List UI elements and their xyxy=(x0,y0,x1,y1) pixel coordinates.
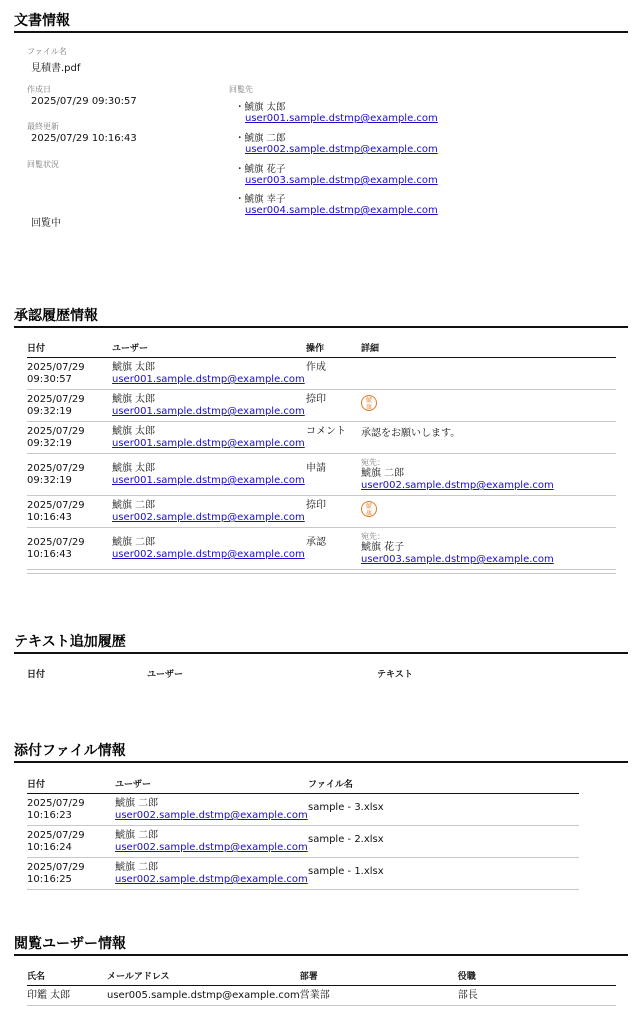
row-op: 作成 xyxy=(306,362,326,373)
row-time: 09:32:19 xyxy=(27,438,72,449)
col-header-detail: 詳細 xyxy=(361,344,380,354)
col-header-file: ファイル名 xyxy=(308,780,353,790)
table-row xyxy=(27,794,579,826)
col-header-user: ユーザー xyxy=(112,344,149,354)
attachment-file-name[interactable]: sample - 3.xlsx xyxy=(308,802,384,813)
row-user-email-link[interactable]: user002.sample.dstmp@example.com xyxy=(115,874,308,885)
row-date: 2025/07/29 xyxy=(27,798,85,809)
row-user-email-link[interactable]: user001.sample.dstmp@example.com xyxy=(112,406,305,417)
recipient-email-link[interactable]: user001.sample.dstmp@example.com xyxy=(245,113,438,124)
recipient-email-link[interactable]: user003.sample.dstmp@example.com xyxy=(245,175,438,186)
file-name-label: ファイル名 xyxy=(27,47,67,56)
recipient-email-link[interactable]: user002.sample.dstmp@example.com xyxy=(245,144,438,155)
table-row xyxy=(27,858,579,890)
seal-stamp-icon: 鯱 旗 xyxy=(361,501,377,517)
row-user-name: 鯱旗 太郎 xyxy=(112,394,156,405)
row-user-name: 鯱旗 二郎 xyxy=(115,798,159,809)
table-row xyxy=(27,528,616,570)
row-detail xyxy=(361,528,616,570)
row-date: 2025/07/29 xyxy=(27,537,85,548)
row-date: 2025/07/29 xyxy=(27,426,85,437)
row-user-email-link[interactable]: user002.sample.dstmp@example.com xyxy=(112,549,305,560)
status-value: 回覧中 xyxy=(31,218,61,229)
col-header-op: 操作 xyxy=(306,344,325,354)
destination-name: 鯱旗 花子 xyxy=(361,542,405,553)
row-detail xyxy=(361,358,616,390)
row-time: 10:16:24 xyxy=(27,842,72,853)
row-user-name: 鯱旗 太郎 xyxy=(112,463,156,474)
row-date: 2025/07/29 xyxy=(27,830,85,841)
col-header-user: ユーザー xyxy=(147,670,184,680)
row-user-name: 鯱旗 太郎 xyxy=(112,362,156,373)
updated-label: 最終更新 xyxy=(27,122,59,131)
col-header-date: 日付 xyxy=(27,780,46,790)
col-header-dept: 部署 xyxy=(299,972,318,982)
viewer-dept: 営業部 xyxy=(299,990,330,1001)
row-op: 捺印 xyxy=(306,394,326,405)
col-header-text: テキスト xyxy=(377,670,413,680)
row-user-email-link[interactable]: user001.sample.dstmp@example.com xyxy=(112,374,305,385)
recipients-label: 回覧先 xyxy=(229,85,253,94)
viewer-name: 印鑑 太郎 xyxy=(27,990,71,1001)
row-user-name: 鯱旗 二郎 xyxy=(115,862,159,873)
row-user-name: 鯱旗 太郎 xyxy=(112,426,156,437)
col-header-date: 日付 xyxy=(27,344,46,354)
table-row xyxy=(27,496,616,528)
destination-email-link[interactable]: user002.sample.dstmp@example.com xyxy=(361,480,554,491)
table-row xyxy=(27,390,616,422)
row-detail xyxy=(361,422,616,454)
attachment-file-name[interactable]: sample - 2.xlsx xyxy=(308,834,384,845)
row-time: 10:16:25 xyxy=(27,874,72,885)
row-user-email-link[interactable]: user002.sample.dstmp@example.com xyxy=(112,512,305,523)
row-date: 2025/07/29 xyxy=(27,394,85,405)
row-time: 10:16:43 xyxy=(27,549,72,560)
created-label: 作成日 xyxy=(27,85,51,94)
attachments-table xyxy=(27,777,579,890)
row-detail xyxy=(361,390,616,422)
table-row xyxy=(27,422,616,454)
recipient-name: ・ 鯱旗 太郎 xyxy=(235,102,286,113)
row-time: 10:16:23 xyxy=(27,810,72,821)
recipient-item xyxy=(235,102,438,124)
recipient-item xyxy=(235,194,438,216)
col-header-user: ユーザー xyxy=(115,780,152,790)
recipient-email-link[interactable]: user004.sample.dstmp@example.com xyxy=(245,205,438,216)
table-header-row xyxy=(27,667,616,683)
row-op: 捺印 xyxy=(306,500,326,511)
recipient-name: ・ 鯱旗 二郎 xyxy=(235,133,286,144)
row-time: 09:32:19 xyxy=(27,475,72,486)
row-user-email-link[interactable]: user001.sample.dstmp@example.com xyxy=(112,438,305,449)
table-header-row xyxy=(27,777,579,794)
row-user-name: 鯱旗 二郎 xyxy=(112,537,156,548)
text-history-table xyxy=(27,667,616,683)
created-value: 2025/07/29 09:30:57 xyxy=(31,96,137,107)
text-history-title: テキスト追加履歴 xyxy=(14,634,628,654)
row-user-email-link[interactable]: user002.sample.dstmp@example.com xyxy=(115,810,308,821)
col-header-email: メールアドレス xyxy=(107,972,170,982)
row-time: 10:16:43 xyxy=(27,512,72,523)
viewer-role: 部長 xyxy=(457,990,478,1001)
row-user-name: 鯱旗 二郎 xyxy=(115,830,159,841)
comment-text: 承認をお願いします。 xyxy=(361,428,461,439)
viewers-table xyxy=(27,969,616,1006)
row-date: 2025/07/29 xyxy=(27,463,85,474)
table-row xyxy=(27,358,616,390)
file-name-value: 見積書.pdf xyxy=(31,63,81,74)
doc-info-title: 文書情報 xyxy=(14,13,628,33)
row-op: 申請 xyxy=(306,463,326,474)
row-op: コメント xyxy=(306,426,346,437)
table-row xyxy=(27,454,616,496)
seal-stamp-icon: 鯱 旗 xyxy=(361,395,377,411)
col-header-name: 氏名 xyxy=(27,972,46,982)
row-user-name: 鯱旗 二郎 xyxy=(112,500,156,511)
approval-title: 承認履歴情報 xyxy=(14,308,628,328)
recipient-name: ・ 鯱旗 花子 xyxy=(235,164,286,175)
destination-name: 鯱旗 二郎 xyxy=(361,468,405,479)
recipient-name: ・ 鯱旗 幸子 xyxy=(235,194,286,205)
attachments-title: 添付ファイル情報 xyxy=(14,743,628,763)
row-time: 09:32:19 xyxy=(27,406,72,417)
row-op: 承認 xyxy=(306,537,326,548)
table-row xyxy=(27,826,579,858)
table-header-row xyxy=(27,341,616,358)
recipient-item xyxy=(235,164,438,186)
row-date: 2025/07/29 xyxy=(27,362,85,373)
row-detail xyxy=(361,454,616,496)
viewers-title: 閲覧ユーザー情報 xyxy=(14,936,628,956)
table-header-row xyxy=(27,969,616,986)
recipient-item xyxy=(235,133,438,155)
destination-label: 宛先： xyxy=(361,458,385,467)
viewer-email: user005.sample.dstmp@example.com xyxy=(107,990,300,1001)
table-row xyxy=(27,986,616,1006)
attachment-file-name[interactable]: sample - 1.xlsx xyxy=(308,866,384,877)
row-time: 09:30:57 xyxy=(27,374,72,385)
approval-table xyxy=(27,341,616,574)
row-date: 2025/07/29 xyxy=(27,862,85,873)
status-label: 回覧状況 xyxy=(27,160,59,169)
row-user-email-link[interactable]: user002.sample.dstmp@example.com xyxy=(115,842,308,853)
updated-value: 2025/07/29 10:16:43 xyxy=(31,133,137,144)
destination-email-link[interactable]: user003.sample.dstmp@example.com xyxy=(361,554,554,565)
col-header-role: 役職 xyxy=(457,972,476,982)
table-row-empty xyxy=(27,570,616,574)
row-user-email-link[interactable]: user001.sample.dstmp@example.com xyxy=(112,475,305,486)
row-detail xyxy=(361,496,616,528)
destination-label: 宛先： xyxy=(361,532,385,541)
col-header-date: 日付 xyxy=(27,670,46,680)
row-date: 2025/07/29 xyxy=(27,500,85,511)
